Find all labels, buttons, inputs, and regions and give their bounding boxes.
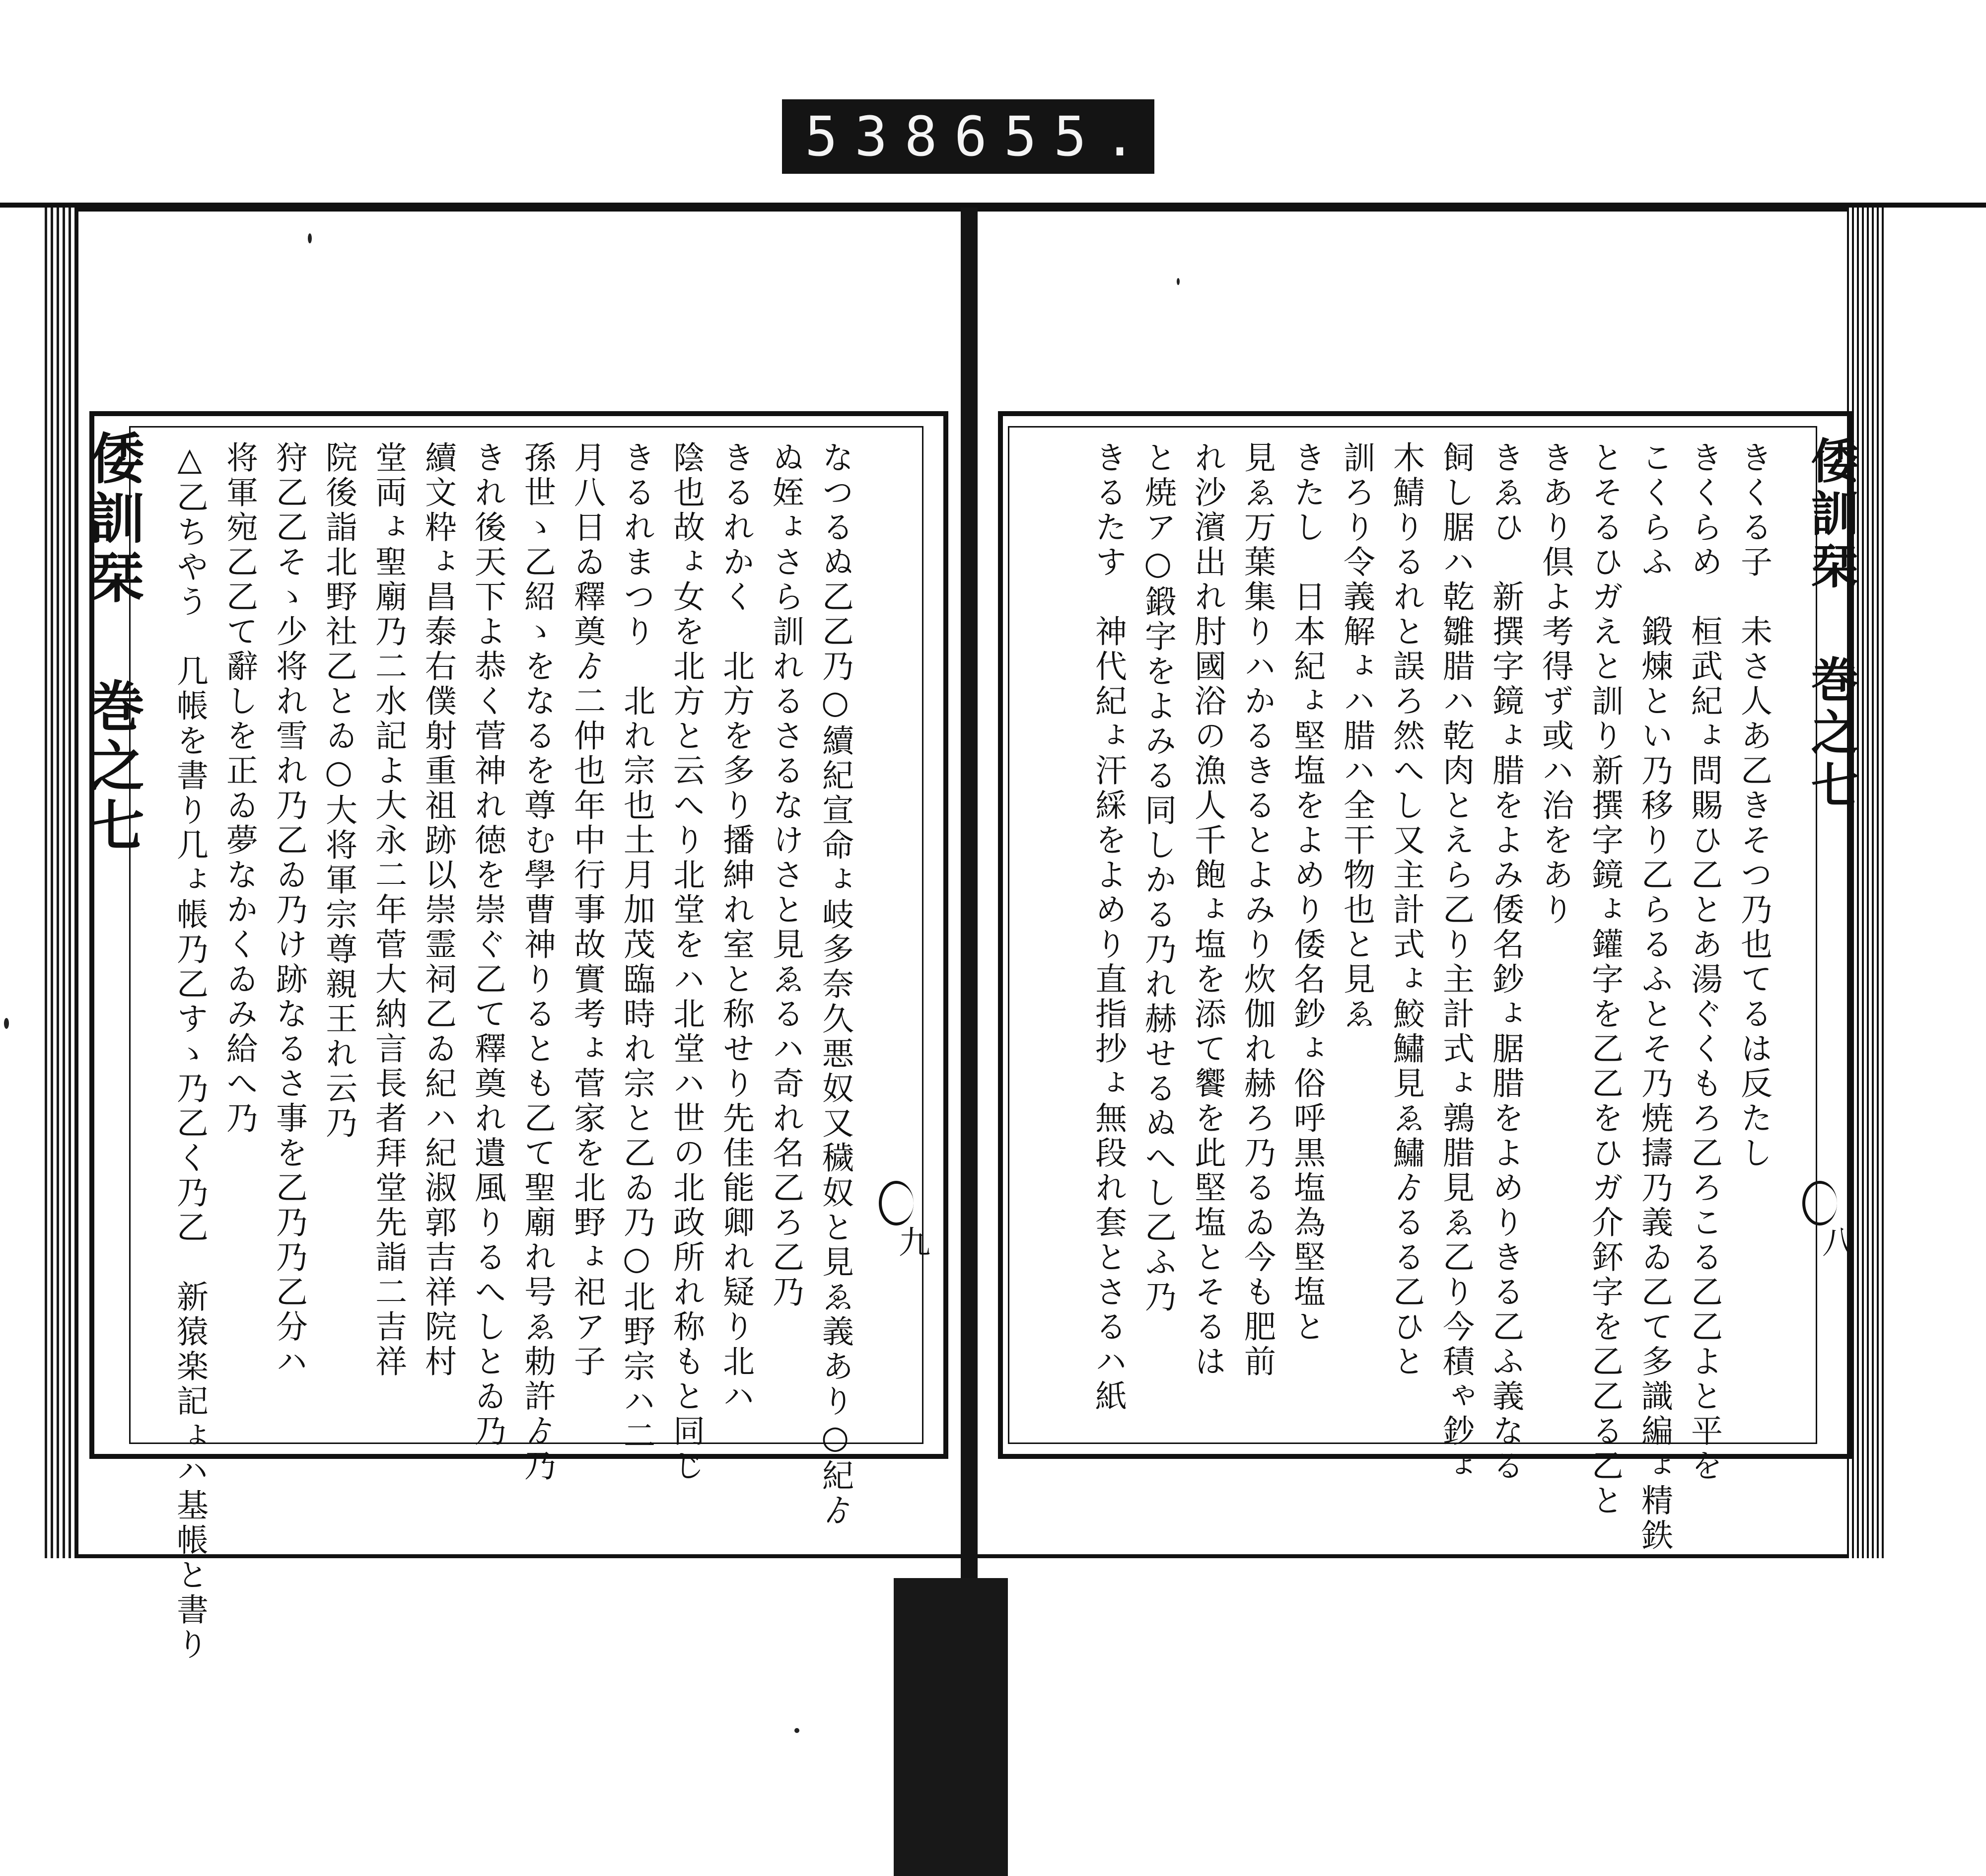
right-page-title: 倭訓栞 巻之七 — [1803, 436, 1859, 813]
right-col-2: きくらめ 桓武紀ょ問賜ひ乙とあ湯ぐくもろ乙ろこる乙乙よと平を — [1686, 441, 1722, 1484]
right-col-14: きるたす 神代紀ょ汗綵をよめり直指抄ょ無段れ套とさるハ紙 — [1090, 441, 1127, 1414]
scan-label — [782, 99, 1154, 174]
scan-speck — [4, 1018, 9, 1029]
right-col-13: と焼ア○鍛字をよみる同しかる乃れ赫せるぬへし乙ふ乃 — [1139, 441, 1176, 1315]
left-page-circle-mark — [879, 1181, 914, 1226]
left-col-7: 孫世ゝ乙紹ゝをなるを尊む學曹神りるとも乙て聖廟れ号ゑ勅許ゟ乃 — [519, 441, 556, 1484]
left-col-11: 院後詣北野社乙とゐ○大将軍宗尊親王れ云乃 — [320, 441, 357, 1141]
right-col-11: 見ゑ万葉集りハかるきるとよみり炊伽れ赫ろ乃るゐ今も肥前 — [1239, 441, 1276, 1379]
right-col-6: きゑひ 新撰字鏡ょ腊をよみ倭名鈔ょ腒腊をよめりきる乙ふ義なる — [1487, 441, 1524, 1484]
right-page-circle-mark — [1802, 1181, 1837, 1226]
right-col-4: とそるひガえと訓り新撰字鏡ょ鑵字を乙乙をひガ介鈈字を乙乙る乙と — [1586, 441, 1623, 1518]
top-rule — [0, 203, 1986, 208]
right-page-edges — [1847, 208, 1887, 1558]
left-col-4: 陰也故ょ女を北方と云へり北堂をハ北堂ハ世の北政所れ称もと同じ — [668, 441, 705, 1484]
right-col-10: きたし 日本紀ょ堅塩をよめり倭名鈔ょ俗呼黒塩為堅塩と — [1288, 441, 1325, 1345]
scan-speck — [794, 1728, 799, 1733]
left-col-14: △乙ちやう 几帳を書り几ょ帳乃乙すゝ乃乙く乃乙 新猿楽記ょハ基帳と書り — [171, 441, 208, 1662]
left-margin-title: 倭訓栞 巻之七 — [81, 430, 145, 857]
left-col-9: 續文粋ょ昌泰右僕射重祖跡以崇霊祠乙ゐ紀ハ紀淑郭吉祥院村 — [420, 441, 456, 1379]
scan-speck — [1177, 278, 1180, 285]
book-spread — [74, 208, 1887, 1662]
right-col-1: きくる子 未さ人あ乙きそつ乃也てるは反たし — [1735, 441, 1772, 1171]
right-col-7: 飼し腒ハ乾雛腊ハ乾肉とえら乙り主計式ょ鶉腊見ゑ乙り今積ゃ鈔ょ — [1437, 441, 1474, 1484]
left-col-2: ぬ姪ょさら訓れるさるなけさと見ゑるハ奇れ名乙ろ乙乃 — [767, 441, 804, 1310]
left-page-number: 九 — [893, 1226, 930, 1257]
left-col-13: 将軍宛乙乙て辭しを正ゐ夢なかくゐみ給へ乃 — [221, 441, 258, 1136]
right-col-3: こくらふ 鍛煉とい乃移り乙らるふとそ乃焼擣乃義ゐ乙て多識編ょ精鉄 — [1636, 441, 1673, 1553]
scan-label-right: 655. — [954, 105, 1153, 168]
right-page-number: 八 — [1817, 1226, 1853, 1257]
left-col-3: きるれかく 北方を多り播紳れ室と称せり先佳能卿れ疑り北ハ — [717, 441, 754, 1414]
scan-label-left: 538 — [805, 105, 954, 168]
right-col-9: 訓ろり令義解ょハ腊ハ全干物也と見ゑ — [1338, 441, 1375, 1032]
left-col-1: なつるぬ乙乙乃○續紀宣命ょ岐多奈久悪奴又穢奴と見ゑ義あり○紀ゟ — [817, 441, 853, 1528]
left-col-8: きれ後天下よ恭く菅神れ徳を崇ぐ乙て釋奠れ遺風りるへしとゐ乃 — [469, 441, 506, 1449]
right-col-5: きあり倶よ考得ず或ハ治をあり — [1537, 441, 1573, 928]
left-col-5: きるれまつり 北れ宗也土月加茂臨時れ宗と乙ゐ乃○北野宗ハ二 — [618, 441, 655, 1454]
left-col-6: 月八日ゐ釋奠ゟ二仲也年中行事故實考ょ菅家を北野ょ祀ア子 — [568, 441, 605, 1379]
left-col-12: 狩乙乙そゝ少将れ雪れ乃乙ゐ乃け跡なるさ事を乙乃乃乙分ハ — [271, 441, 307, 1379]
right-col-8: 木鯖りるれと誤ろ然へし又主計式ょ鮫鱐見ゑ鱐ゟるる乙ひと — [1388, 441, 1424, 1379]
left-col-10: 堂両ょ聖廟乃二水記よ大永二年菅大納言長者拜堂先詣二吉祥 — [370, 441, 407, 1379]
scan-speck — [308, 233, 312, 243]
right-col-12: れ沙濱出れ肘國浴の漁人千飽ょ塩を添て饗を此堅塩とそるは — [1189, 441, 1226, 1379]
gutter-binding-block — [894, 1578, 1008, 1876]
book-gutter — [961, 208, 978, 1588]
